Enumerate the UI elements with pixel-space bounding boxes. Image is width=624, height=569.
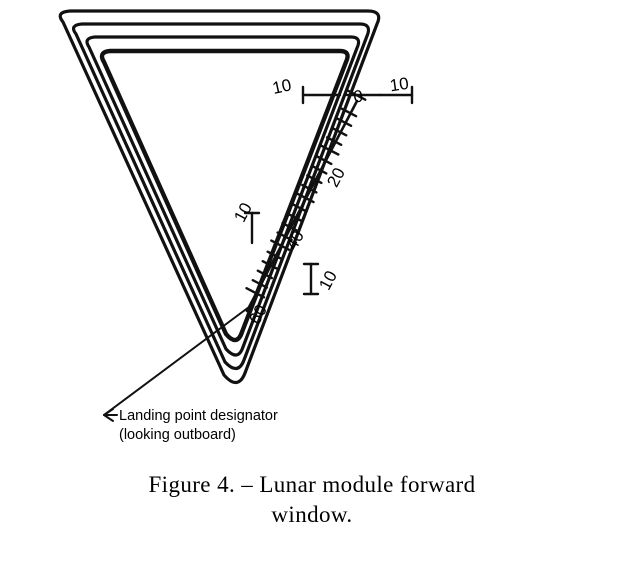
reticle-label-20: 20 (323, 164, 349, 191)
annotation-line-1: Landing point designator (119, 408, 278, 424)
window-frame-outlines (60, 11, 378, 383)
reticle-label-60: 60 (245, 301, 271, 328)
reticle-label-40: 40 (282, 227, 308, 254)
figure-caption (0, 470, 624, 530)
reticle-ref-bar-lower (304, 264, 318, 294)
reticle-label-right-top: 10 (388, 73, 410, 96)
reticle-label-lower-left: 10 (315, 267, 341, 294)
window-outline-3 (87, 37, 359, 355)
figure-caption-line-2: window. (271, 502, 353, 527)
reticle-label-zero: 0 (352, 86, 365, 107)
reticle-label-mid-left: 10 (230, 199, 256, 226)
reticle-label-left-top: 10 (270, 75, 294, 98)
figure-caption-line-1: Figure 4. – Lunar module forward (148, 472, 476, 497)
annotation-line-2: (looking outboard) (119, 427, 236, 443)
window-outline-2 (74, 24, 369, 369)
